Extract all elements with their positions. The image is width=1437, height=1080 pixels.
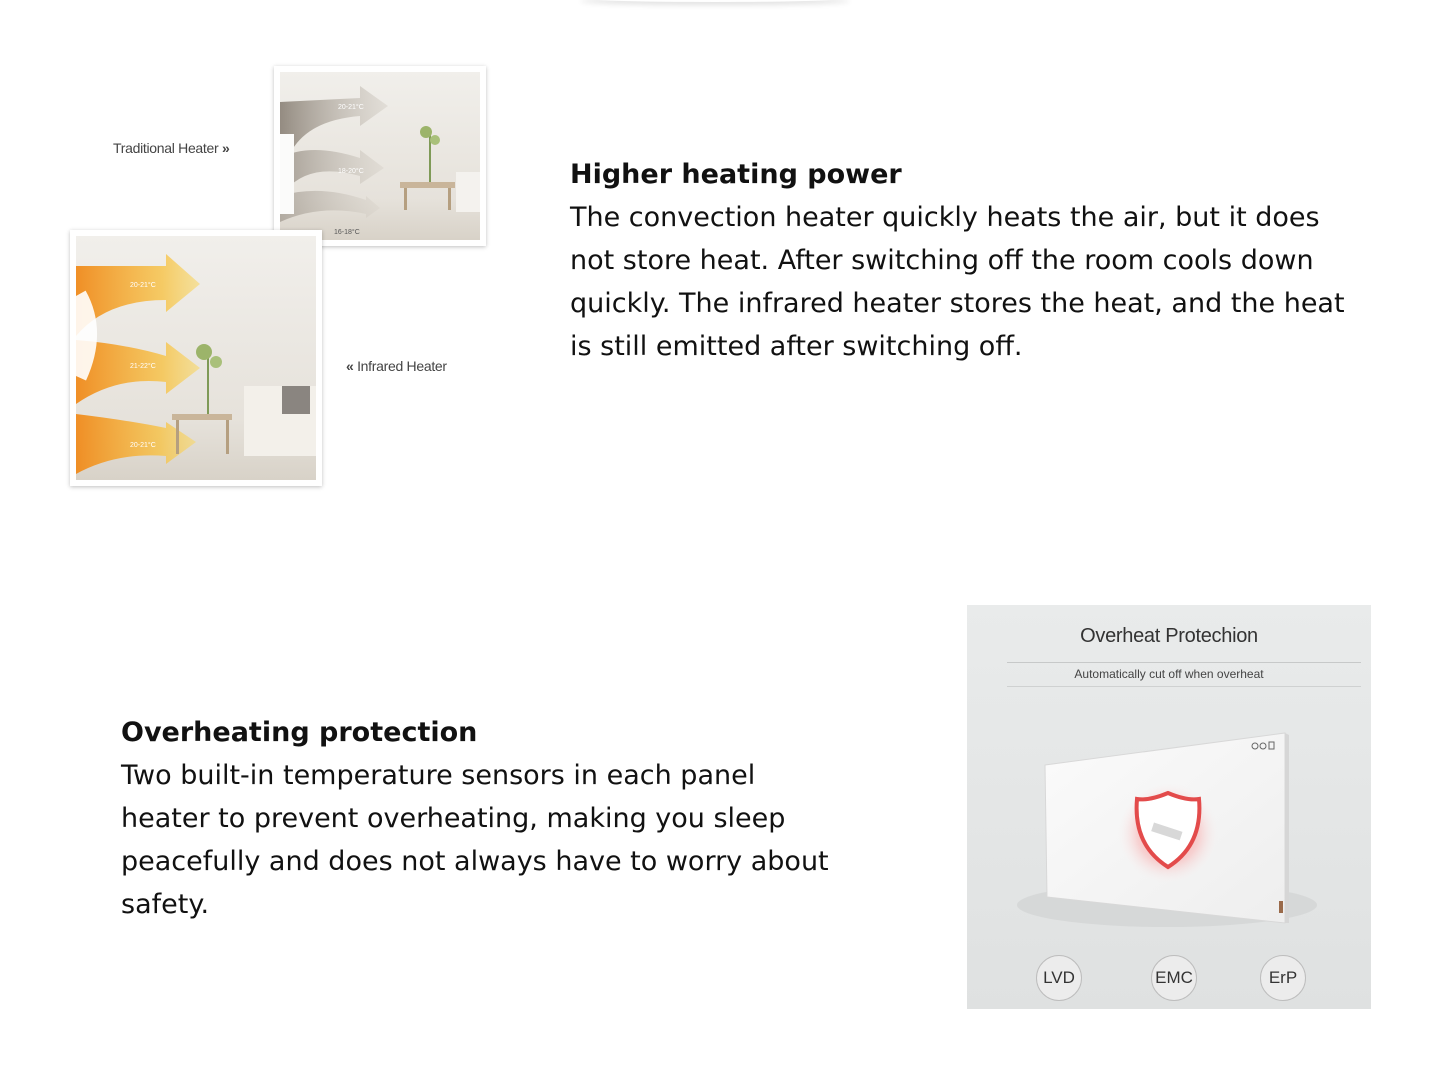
infrared-heater-label: « Infrared Heater [346, 358, 447, 374]
overheat-protection-image [967, 605, 1371, 1009]
overheat-image-subtitle: Automatically cut off when overheat [1074, 667, 1264, 681]
heating-power-body: The convection heater quickly heats the air, but it does not store heat. After switching off the room cools down quickly. The infrared heater stores the heat, and the heat is still emitted after switching off. [570, 202, 1345, 362]
heater-panel-graphic [967, 605, 1371, 1009]
top-divider-shadow [580, 0, 850, 2]
double-chevron-right-icon: » [221, 140, 230, 156]
temp-label: 20-21°C [130, 442, 156, 449]
emc-certification-badge: EMC [1151, 955, 1197, 1001]
erp-certification-badge: ErP [1260, 955, 1306, 1001]
overheat-image-title: Overheat Protechion [1080, 625, 1258, 647]
heating-power-title: Higher heating power [570, 159, 902, 190]
overheating-section [121, 711, 841, 926]
temp-label: 20-21°C [130, 282, 156, 289]
overheating-body: Two built-in temperature sensors in each panel heater to prevent overheating, making you sleep peacefully and does not always have to worry about safety. [121, 760, 829, 920]
traditional-heater-label: Traditional Heater » [113, 140, 230, 156]
temp-label: 16-18°C [334, 229, 360, 236]
infrared-warmth-graphic [76, 236, 316, 480]
double-chevron-left-icon: « [346, 358, 354, 374]
temp-label: 20-21°C [338, 104, 364, 111]
heating-power-section [570, 153, 1370, 368]
temp-label: 21-22°C [130, 363, 156, 370]
lvd-certification-badge: LVD [1036, 955, 1082, 1001]
traditional-heater-photo [274, 66, 486, 246]
temp-label: 18-20°C [338, 168, 364, 175]
heater-comparison-image [68, 64, 488, 484]
convection-arrows-graphic [280, 72, 480, 240]
overheating-title: Overheating protection [121, 717, 478, 748]
infrared-heater-photo [70, 230, 322, 486]
